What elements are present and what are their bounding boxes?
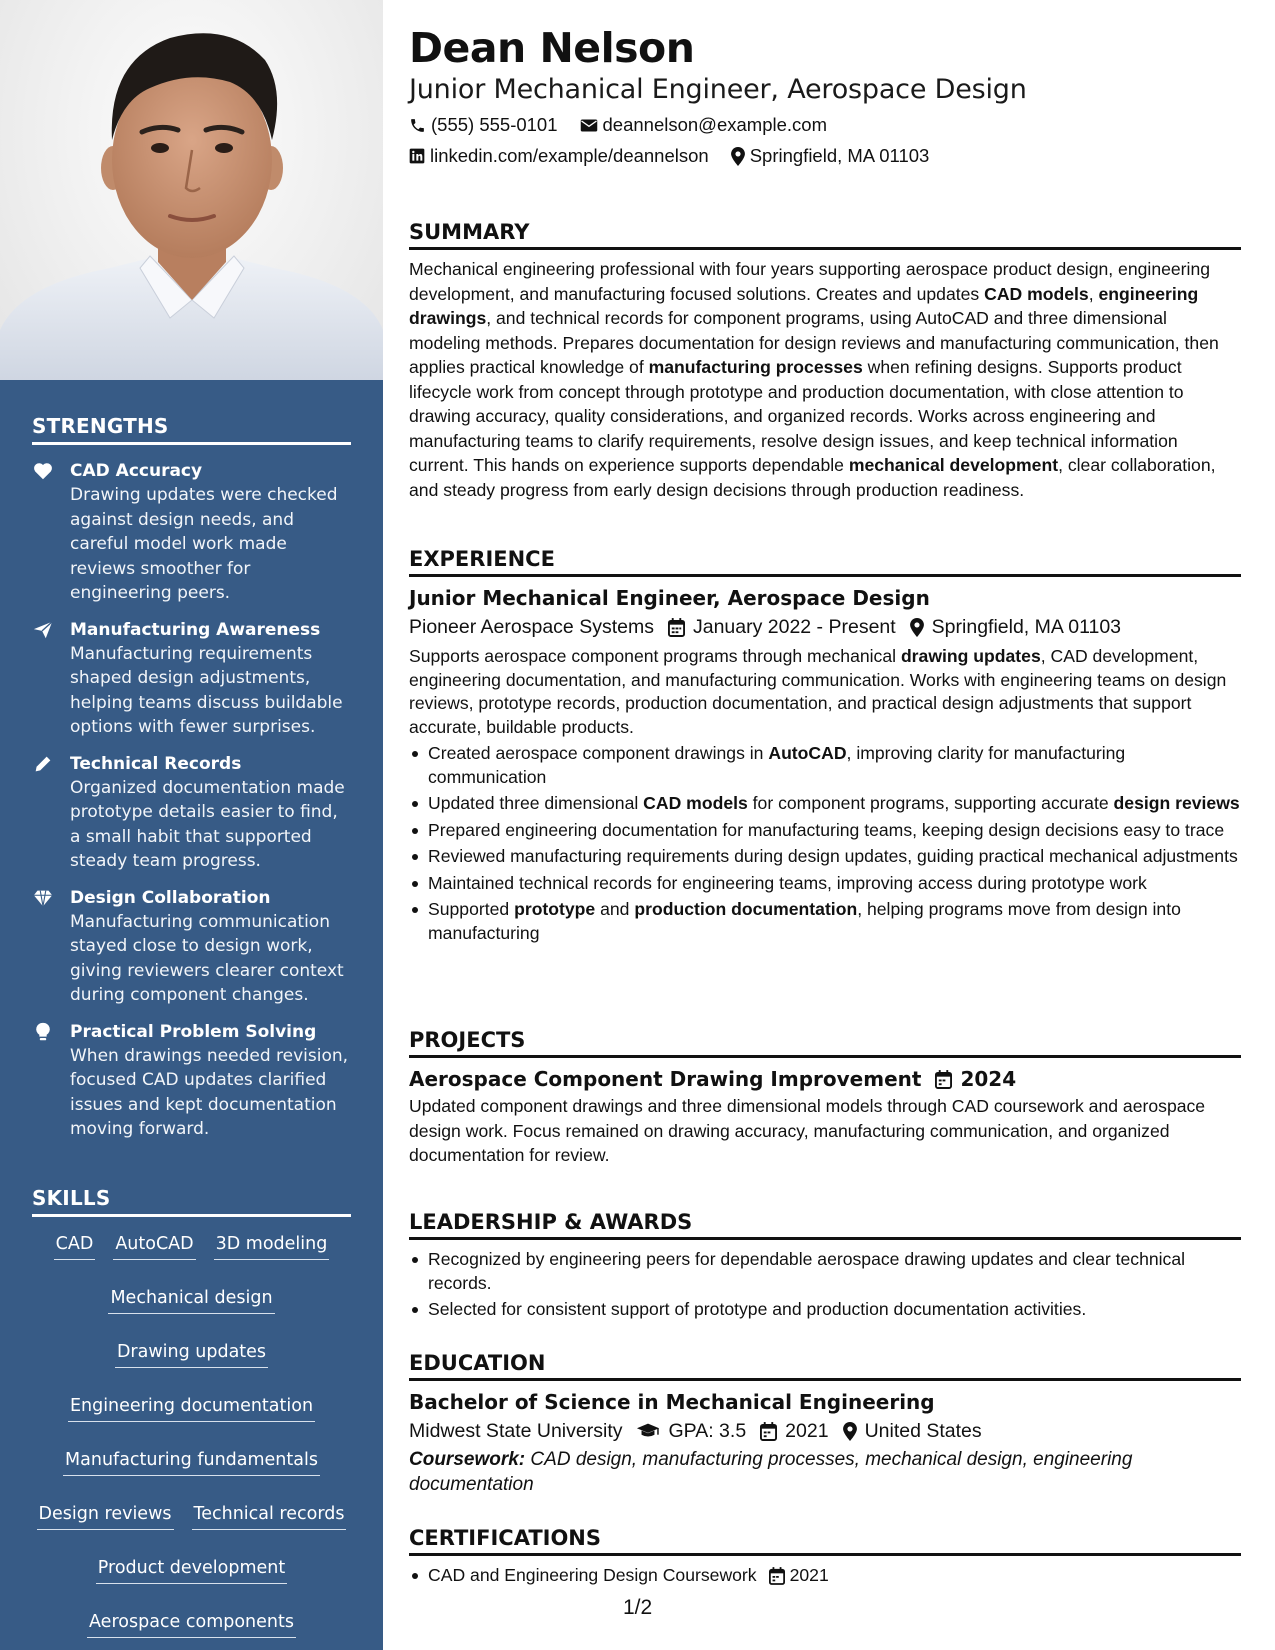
job-title: Junior Mechanical Engineer, Aerospace Design (409, 586, 930, 610)
calendar-icon (668, 618, 685, 637)
strength-title: Technical Records (70, 753, 242, 774)
profile-photo (0, 0, 383, 380)
certification-year: 2021 (789, 1565, 829, 1585)
pencil-icon (32, 753, 54, 775)
skill-tag: Design reviews (37, 1502, 174, 1530)
location-text: Springfield, MA 01103 (749, 145, 930, 166)
summary-heading: SUMMARY (409, 220, 1241, 250)
job-bullet: Maintained technical records for engineering teams, improving access during prototype work (409, 872, 1241, 896)
skill-tag: Aerospace components (87, 1610, 296, 1638)
education-heading: EDUCATION (409, 1351, 1241, 1381)
calendar-icon (760, 1422, 777, 1441)
gpa (636, 1416, 746, 1446)
summary-keyword: engineering drawings (409, 283, 1199, 328)
job-dates-text: January 2022 - Present (692, 616, 896, 638)
experience-section (409, 547, 1241, 948)
graduation-cap-icon (636, 1422, 660, 1440)
job-location-text: Springfield, MA 01103 (931, 616, 1122, 638)
sidebar-panel (0, 380, 383, 1650)
email-text: deannelson@example.com (602, 114, 827, 135)
skills-heading: SKILLS (32, 1186, 351, 1217)
candidate-headline: Junior Mechanical Engineer, Aerospace Design (409, 74, 1027, 105)
contact-linkedin[interactable] (409, 145, 709, 167)
summary-keyword: manufacturing processes (648, 357, 863, 377)
strength-item (32, 1020, 351, 1142)
calendar-icon (935, 1070, 952, 1089)
page-number: 1/2 (623, 1596, 653, 1619)
skill-tag: Engineering documentation (68, 1394, 315, 1422)
strength-title: Design Collaboration (70, 887, 271, 908)
skill-tag: Manufacturing fundamentals (63, 1448, 320, 1476)
project-description: Updated component drawings and three dimensional models through CAD coursework and aerospace design work. Focus remained on drawing accuracy, manufacturing communication, and organized documentation for review. (409, 1096, 1206, 1165)
strength-item (32, 752, 351, 874)
candidate-name: Dean Nelson (409, 24, 695, 72)
summary-segment: when refining designs. Supports product lifecycle work from concept through prototype and production documentation, with close attention to drawing accuracy, quality considerations, and organized records. Works across engineering and manufacturing teams to clarify requirements, resolve design issues, and keep technical information current. This hands on experience supports dependable (409, 357, 1184, 475)
job-location (910, 612, 1121, 642)
certifications-section (409, 1526, 1241, 1591)
profile-photo-illustration (0, 0, 383, 380)
project-title: Aerospace Component Drawing Improvement (409, 1067, 922, 1091)
gpa-text: GPA: 3.5 (668, 1420, 747, 1442)
skill-tag: AutoCAD (113, 1232, 195, 1260)
education-section (409, 1351, 1241, 1497)
contact-row (409, 114, 849, 136)
calendar-icon (769, 1567, 785, 1585)
coursework-label: Coursework: (409, 1449, 526, 1470)
job-meta (409, 612, 1241, 642)
education-location (843, 1416, 982, 1446)
summary-segment: , (1088, 283, 1099, 304)
job-bullet: Supported prototype and production documentation, helping programs move from design into manufacturing (409, 898, 1241, 945)
skill-tag: Technical records (192, 1502, 347, 1530)
phone-text: (555) 555-0101 (431, 114, 558, 135)
summary-text (409, 257, 1241, 502)
certifications-list (409, 1564, 1241, 1588)
strength-description: When drawings needed revision, focused CAD updates clarified issues and kept documentation moving forward. (70, 1045, 349, 1139)
skill-tag: CAD (54, 1232, 96, 1260)
summary-keyword: CAD models (984, 283, 1089, 304)
skills-section (32, 1186, 351, 1638)
leadership-bullet: Selected for consistent support of prototype and production documentation activities. (409, 1298, 1241, 1322)
strength-item (32, 886, 351, 1008)
contact-location (731, 145, 930, 167)
strength-description: Manufacturing requirements shaped design adjustments, helping teams discuss buildable options with fewer surprises. (70, 643, 343, 737)
job-bullets (409, 742, 1241, 945)
strength-item (32, 459, 351, 606)
school-name: Midwest State University (409, 1420, 623, 1442)
certification-item (409, 1564, 1241, 1588)
company-name: Pioneer Aerospace Systems (409, 616, 654, 638)
strengths-heading: STRENGTHS (32, 414, 351, 445)
summary-segment: Mechanical engineering professional with four years supporting aerospace product design, engineering development, and manufacturing focused solutions. Creates and updates (409, 259, 1211, 304)
job-bullet: Prepared engineering documentation for manufacturing teams, keeping design decisions easy to trace (409, 819, 1241, 843)
strength-description: Manufacturing communication stayed close to design work, giving reviewers clearer context during component changes. (70, 911, 344, 1005)
job-bullet: Reviewed manufacturing requirements during design updates, guiding practical mechanical adjustments (409, 845, 1241, 869)
degree-title: Bachelor of Science in Mechanical Engineering (409, 1390, 935, 1414)
map-pin-icon (910, 618, 924, 637)
education-meta (409, 1416, 1241, 1446)
coursework (409, 1447, 1241, 1497)
strength-description: Drawing updates were checked against design needs, and careful model work made reviews smoother for engineering peers. (70, 485, 338, 603)
map-pin-icon (843, 1422, 857, 1441)
project-year: 2024 (960, 1067, 1017, 1091)
job-bullet: Updated three dimensional CAD models for component programs, supporting accurate design reviews (409, 792, 1241, 816)
summary-segment: , and technical records for component programs, using AutoCAD and three dimensional modeling methods. Prepares documentation for design reviews and manufacturing communication, then applies practical knowledge of (409, 308, 1219, 377)
phone-icon (409, 117, 426, 134)
job-description (409, 645, 1241, 739)
skill-tag: Mechanical design (108, 1286, 274, 1314)
strength-title: CAD Accuracy (70, 461, 203, 481)
leadership-section (409, 1210, 1241, 1325)
leadership-heading: LEADERSHIP & AWARDS (409, 1210, 1241, 1240)
envelope-icon (580, 118, 598, 133)
summary-keyword: mechanical development (848, 455, 1059, 475)
job-bullet: Created aerospace component drawings in AutoCAD, improving clarity for manufacturing communication (409, 742, 1241, 789)
leadership-bullets (409, 1248, 1241, 1322)
strength-description: Organized documentation made prototype details easier to find, a small habit that supported steady team progress. (70, 777, 345, 871)
project-header (409, 1066, 1241, 1093)
projects-section (409, 1028, 1241, 1168)
graduation-year (760, 1416, 828, 1446)
skill-tag: Product development (96, 1556, 287, 1584)
contact-email[interactable] (580, 114, 827, 136)
projects-heading: PROJECTS (409, 1028, 1241, 1058)
sidebar (0, 0, 383, 1650)
linkedin-icon (409, 148, 425, 164)
coursework-text: CAD design, manufacturing processes, mechanical design, engineering documentation (409, 1449, 1133, 1495)
strengths-section (32, 414, 351, 1142)
strength-title: Practical Problem Solving (70, 1021, 317, 1042)
lightbulb-icon (32, 1021, 54, 1043)
job-description-keyword: drawing updates (900, 646, 1041, 666)
contact-row-2 (409, 145, 951, 167)
certification-name: CAD and Engineering Design Coursework (428, 1565, 757, 1585)
heart-icon (32, 460, 54, 482)
map-pin-icon (731, 147, 745, 166)
job-dates (668, 612, 896, 642)
skills-list (32, 1232, 351, 1638)
summary-segment: , clear collaboration, and steady progress from early design decisions through production readiness. (409, 455, 1216, 500)
leadership-bullet: Recognized by engineering peers for dependable aerospace drawing updates and clear technical records. (409, 1248, 1241, 1295)
job-description-segment: Supports aerospace component programs through mechanical (409, 646, 901, 666)
skill-tag: 3D modeling (214, 1232, 330, 1260)
skill-tag: Drawing updates (115, 1340, 268, 1368)
contact-phone[interactable] (409, 114, 558, 136)
education-location-text: United States (864, 1420, 982, 1442)
experience-heading: EXPERIENCE (409, 547, 1241, 577)
paper-plane-icon (32, 619, 54, 641)
job-description-segment: , CAD development, engineering documentation, and manufacturing communication. Works with engineering teams on design reviews, prototype records, production documentation, and practical design adjustments that support accurate, buildable products. (409, 646, 1227, 737)
strength-title: Manufacturing Awareness (70, 619, 321, 640)
linkedin-text: linkedin.com/example/deannelson (430, 145, 709, 166)
graduation-year-text: 2021 (785, 1420, 829, 1442)
strength-item (32, 618, 351, 740)
summary-section (409, 220, 1241, 502)
certifications-heading: CERTIFICATIONS (409, 1526, 1241, 1556)
diamond-icon (32, 887, 54, 909)
